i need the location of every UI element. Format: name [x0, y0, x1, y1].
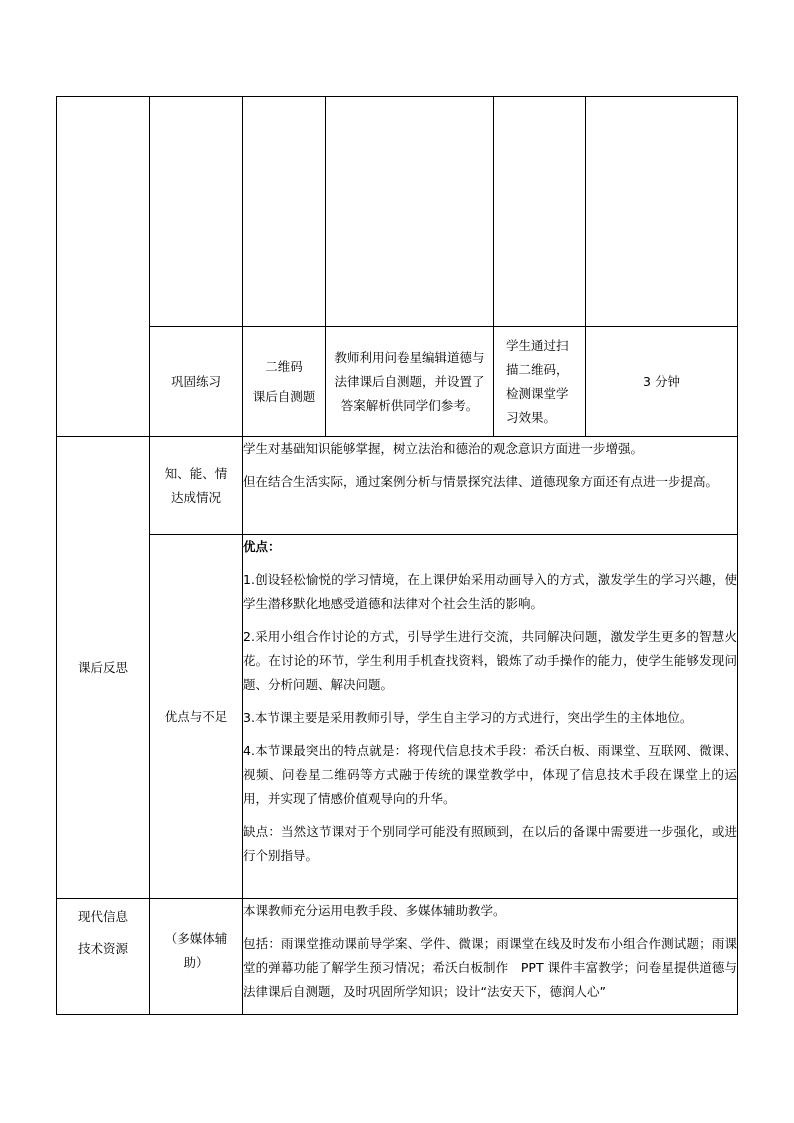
- paragraph: 包括：雨课堂推动课前导学案、学件、微课；雨课堂在线及时发布小组合作测试题；雨课堂的弹幕功能了解学生预习情况；希沃白板制作 PPT 课件丰富教学；问卷星提供道德与法律课后自测题，及时巩固所学知识；设计“法安天下，德润人心”: [243, 936, 737, 999]
- cell-empty: [326, 97, 494, 327]
- cell-empty: [57, 97, 150, 437]
- paragraph: 1.创设轻松愉悦的学习情境，在上课伊始采用动画导入的方式，激发学生的学习兴趣，使学生潜移默化地感受道德和法律对个社会生活的影响。: [243, 572, 737, 611]
- table-row-pros-cons: [57, 535, 738, 899]
- label-line: 达成情况: [170, 489, 221, 505]
- cell-empty: [150, 97, 243, 327]
- it-resources-sublabel: [150, 899, 243, 1015]
- label-line: 技术资源: [77, 941, 128, 956]
- resource-cell: [243, 327, 326, 437]
- pros-cons-content: [243, 535, 738, 899]
- lesson-plan-table: [56, 96, 738, 1015]
- student-activity-cell: 学生通过扫描二维码，检测课堂学习效果。: [494, 327, 586, 437]
- paragraph: 4.本节课最突出的特点就是：将现代信息技术手段：希沃白板、雨课堂、互联网、微课、视频、问卷星二维码等方式融于传统的课堂教学中，体现了信息技术手段在课堂上的运用，并实现了情感价值观导向的升华。: [243, 743, 737, 806]
- paragraph: 缺点：当然这节课对于个别同学可能没有照顾到，在以后的备课中需要进一步强化，或进行个别指导。: [243, 824, 737, 863]
- cell-empty: [243, 97, 326, 327]
- paragraph: 但在结合生活实际，通过案例分析与情景探究法律、道德现象方面还有点进一步提高。: [243, 474, 719, 489]
- label-line: 助）: [183, 955, 209, 970]
- cell-empty: [586, 97, 738, 327]
- it-resources-content: [243, 899, 738, 1015]
- label-line: 现代信息: [77, 909, 128, 924]
- label-line: 知、能、情: [164, 465, 228, 481]
- table-row-consolidate: [57, 327, 738, 437]
- resource-line: 二维码: [265, 358, 303, 374]
- stage-cell: 巩固练习: [150, 327, 243, 437]
- pros-heading: 优点：: [243, 539, 281, 554]
- paragraph: 2.采用小组合作讨论的方式，引导学生进行交流，共同解决问题，激发学生更多的智慧火花。在讨论的环节，学生利用手机查找资料，锻炼了动手操作的能力，使学生能够发现问题、分析问题、解决问题。: [243, 629, 737, 692]
- paragraph: 本课教师充分运用电教手段、多媒体辅助教学。: [243, 903, 506, 918]
- table-row-achievement: [57, 437, 738, 535]
- paragraph: 3.本节课主要是采用教师引导，学生自主学习的方式进行，突出学生的主体地位。: [243, 710, 693, 725]
- pros-cons-label: 优点与不足: [150, 535, 243, 899]
- label-line: （多媒体辅: [164, 931, 228, 946]
- time-cell: 3 分钟: [586, 327, 738, 437]
- achievement-content: [243, 437, 738, 535]
- reflection-section-label: 课后反思: [57, 437, 150, 899]
- paragraph: 学生对基础知识能够掌握，树立法治和德治的观念意识方面进一步增强。: [243, 441, 644, 456]
- cell-empty: [494, 97, 586, 327]
- resource-line: 课后自测题: [252, 388, 316, 404]
- it-resources-label: [57, 899, 150, 1015]
- table-row-blank: [57, 97, 738, 327]
- achievement-label: [150, 437, 243, 535]
- teacher-activity-cell: 教师利用问卷星编辑道德与法律课后自测题，并设置了答案解析供同学们参考。: [326, 327, 494, 437]
- table-row-it-resources: [57, 899, 738, 1015]
